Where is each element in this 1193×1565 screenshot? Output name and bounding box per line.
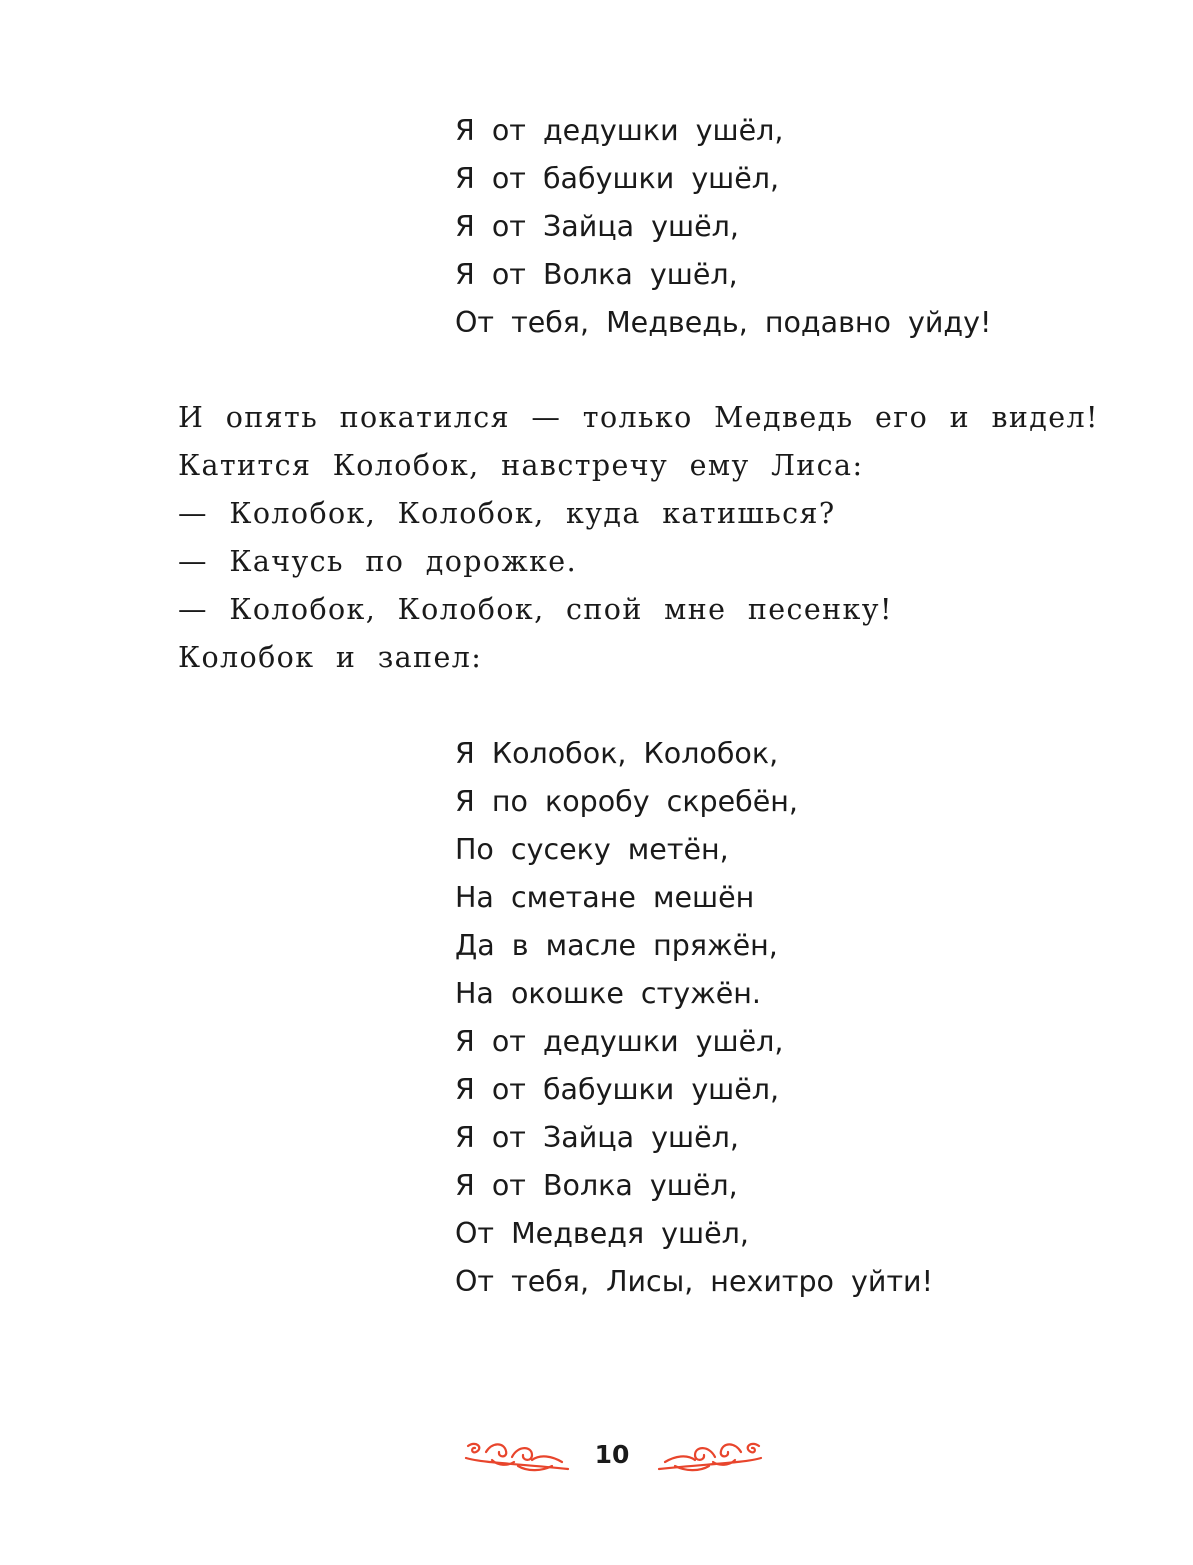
verse-line: Я от бабушки ушёл, <box>455 1073 780 1106</box>
verse-line: На окошке стужён. <box>455 977 761 1010</box>
prose-line: — Колобок, Колобок, куда катишься? <box>178 497 836 530</box>
verse-line: Я от дедушки ушёл, <box>455 114 784 147</box>
verse-bear-song <box>455 107 991 347</box>
verse-line: На сметане мешён <box>455 881 755 914</box>
page-number: 10 <box>594 1440 630 1469</box>
verse-line: Я от Волка ушёл, <box>455 1169 738 1202</box>
prose-paragraph <box>178 394 1099 682</box>
prose-line: Катится Колобок, навстречу ему Лиса: <box>178 449 864 482</box>
verse-line: Да в масле пряжён, <box>455 929 778 962</box>
verse-line: Я от Зайца ушёл, <box>455 210 739 243</box>
verse-line: Я Колобок, Колобок, <box>455 737 779 770</box>
prose-line: Колобок и запел: <box>178 641 483 674</box>
verse-line: По сусеку метён, <box>455 833 729 866</box>
page-footer <box>0 1436 1193 1476</box>
verse-line: Я от дедушки ушёл, <box>455 1025 784 1058</box>
verse-fox-song <box>455 730 933 1306</box>
verse-line: От Медведя ушёл, <box>455 1217 749 1250</box>
prose-line: — Качусь по дорожке. <box>178 545 578 578</box>
verse-line: Я по коробу скребён, <box>455 785 798 818</box>
prose-line: — Колобок, Колобок, спой мне песенку! <box>178 593 893 626</box>
scroll-flourish-icon <box>462 1436 572 1476</box>
verse-line: От тебя, Медведь, подавно уйду! <box>455 306 992 339</box>
verse-line: От тебя, Лисы, нехитро уйти! <box>455 1265 933 1298</box>
verse-line: Я от Волка ушёл, <box>455 258 738 291</box>
verse-line: Я от бабушки ушёл, <box>455 162 780 195</box>
verse-line: Я от Зайца ушёл, <box>455 1121 739 1154</box>
prose-line: И опять покатился — только Медведь его и видел! <box>178 401 1099 434</box>
scroll-flourish-icon <box>655 1436 765 1476</box>
